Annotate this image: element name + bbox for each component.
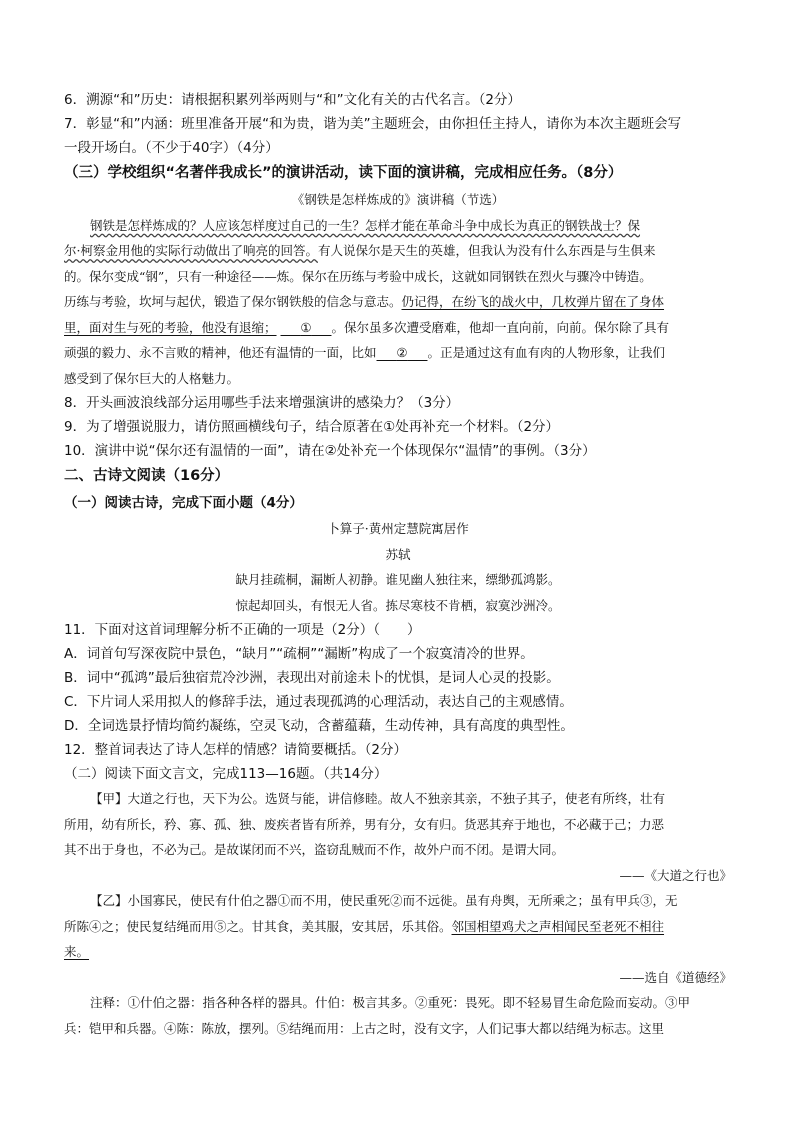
question-11-option-b[interactable]: B．词中“孤鸿”最后独宿荒冷沙洲，表现出对前途未卜的忧惧，是词人心灵的投影。 [64,670,560,686]
annotations [64,990,732,1041]
question-11-option-c[interactable]: C．下片词人采用拟人的修辞手法，通过表现孤鸿的心理活动，表达自己的主观感情。 [64,694,573,710]
question-7-line-1: 7．彰显“和”内涵：班里准备开展“和为贵，谐为美”主题班会，由你担任主持人，请你为本次主题班会写 [64,116,682,132]
notes-line-2: 兵：铠甲和兵器。④陈：陈放，摆列。⑤结绳而用：上古之时，没有文字，人们记事大都以结绳为标志。这里 [64,1020,665,1036]
passage-yi [64,888,732,990]
yi-underlined-line-3: 来。 [64,944,90,959]
question-11-option-d[interactable]: D．全词选景抒情均简约凝练，空灵飞动，含蓄蕴藉，生动传神，具有高度的典型性。 [64,718,574,734]
part-2-title: 二、古诗文阅读（16分） [64,468,230,484]
blank-1[interactable]: ① [300,319,312,335]
speech-passage [64,213,732,392]
section-3-title: （三）学校组织“名著伴我成长”的演讲活动，读下面的演讲稿，完成相应任务。（8分） [64,165,623,181]
question-9: 9．为了增强说服力，请仿照画横线句子，结合原著在①处再补充一个材料。（2分） [64,419,560,435]
question-12: 12．整首词表达了诗人怎样的情感？请简要概括。（2分） [64,742,408,758]
speech-line-4a: 历练与考验，坎坷与起伏，锻造了保尔钢铁般的信念与意志。 [64,294,402,309]
exam-page [64,88,732,1041]
speech-line-2-rest: 有人说保尔是天生的英雄，但我认为没有什么东西是与生俱来 [317,243,656,258]
speech-underlined-line-4b: 仍记得，在纷飞的战火中，几枚弹片留在了身体 [401,294,665,309]
notes-line-1: 注释：①什伯之器：指各种各样的器具。什伯：极言其多。②重死：畏死。即不轻易冒生命危险而妄动。③甲 [90,995,691,1010]
question-11: 11．下面对这首词理解分析不正确的一项是（2分）（ ） [64,622,421,638]
subsection-2-title: （二）阅读下面文言文，完成113—16题。（共14分） [64,766,388,782]
jia-source: ——《大道之行也》 [619,867,732,883]
jia-line-2: 所用，幼有所长，矜、寡、孤、独、废疾者皆有所养，男有分，女有归。货恶其弃于地也，不必藏于己；力恶 [64,816,665,832]
yi-line-2a: 所陈④之；使民复结绳而用⑤之。甘其食，美其服，安其居，乐其俗。 [64,918,452,934]
yi-underlined-line-2b: 邻国相望鸡犬之声相闻民至老死不相往 [451,918,665,934]
poem-line-2: 惊起却回头，有恨无人省。拣尽寒枝不肯栖，寂寞沙洲冷。 [235,597,561,613]
question-11-option-a[interactable]: A．词首句写深夜院中景色，“缺月”“疏桐”“漏断”构成了一个寂寞清冷的世界。 [64,646,534,662]
speech-line-6a: 顽强的毅力、永不言败的精神，他还有温情的一面，比如 [64,345,377,360]
speech-line-6b: 。正是通过这有血有肉的人物形象，让我们 [427,345,665,360]
yi-line-1: 【乙】小国寡民，使民有什伯之器①而不用，使民重死②而不远徙。虽有舟舆，无所乘之；虽有甲兵③，无 [90,893,678,908]
blank-2[interactable]: ② [396,345,408,360]
speech-line-3: 的。保尔变成“钢”，只有一种途径——炼。保尔在历练与考验中成长，这就如同钢铁在烈火与骤冷中铸造。 [64,268,652,284]
jia-line-1: 【甲】大道之行也，天下为公。选贤与能，讲信修睦。故人不独亲其亲，不独子其子，使老有所终，壮有 [90,791,666,806]
poem-line-1: 缺月挂疏桐，漏断人初静。谁见幽人独往来，缥缈孤鸿影。 [235,572,561,587]
poem-title: 卜算子·黄州定慧院寓居作 [327,521,469,536]
speech-wavy-line-1: 钢铁是怎样炼成的？人应该怎样度过自己的一生？怎样才能在革命斗争中成长为真正的钢铁战士？保 [90,217,641,233]
speech-line-7: 感受到了保尔巨大的人格魅力。 [64,370,240,386]
poem-author: 苏轼 [385,546,411,562]
speech-line-5b: 。保尔虽多次遭受磨难，他却一直向前，向前。保尔除了具有 [331,319,669,335]
question-10: 10．演讲中说“保尔还有温情的一面”，请在②处补充一个体现保尔“温情”的事例。（3分） [64,443,596,459]
question-8: 8．开头画波浪线部分运用哪些手法来增强演讲的感染力？（3分） [64,395,460,411]
yi-source: ——选自《道德经》 [619,969,732,985]
speech-wavy-line-2a: 尔·柯察金用他的实际行动做出了响亮的回答。 [64,243,318,258]
passage-jia [64,786,732,888]
question-6: 6．溯源“和”历史：请根据积累列举两则与“和”文化有关的古代名言。（2分） [64,92,521,108]
subsection-1-title: （一）阅读古诗，完成下面小题（4分） [64,495,303,511]
speech-title: 《钢铁是怎样炼成的》演讲稿（节选） [291,192,505,207]
speech-underlined-line-5a: 里，面对生与死的考验，他没有退缩； [64,319,277,335]
jia-line-3: 其不出于身也，不必为己。是故谋闭而不兴，盗窃乱贼而不作，故外户而不闭。是谓大同。 [64,842,565,857]
question-7-line-2: 一段开场白。（不少于40字）（4分） [64,140,279,156]
